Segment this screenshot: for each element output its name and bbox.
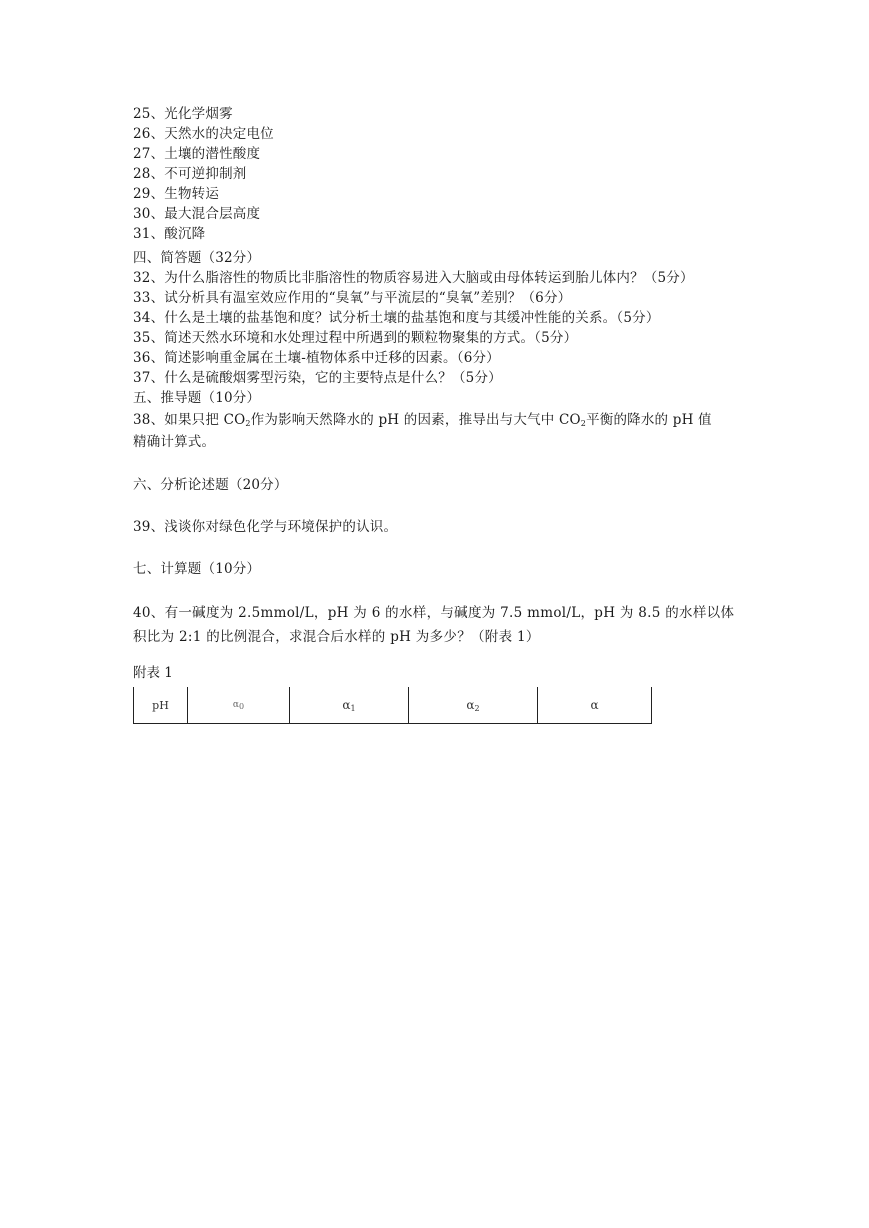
term-item: 26、天然水的决定电位 (133, 126, 274, 142)
header-alpha: α (538, 687, 652, 724)
section-heading: 五、推导题（10分） (133, 390, 261, 406)
term-list (133, 104, 753, 244)
question-39: 39、浅谈你对绿色化学与环境保护的认识。 (133, 519, 398, 535)
question-item: 33、试分析具有温室效应作用的“臭氧”与平流层的“臭氧”差别？（6分） (133, 290, 572, 306)
header-alpha0: α0 (188, 687, 290, 724)
term-item: 29、生物转运 (133, 186, 220, 202)
exam-page (133, 104, 753, 724)
header-alpha2: α2 (409, 687, 538, 724)
question-38: 38、如果只把 $CO_2$作为影响天然降水的 pH 的因素，推导出与大气中 $CO_2$平衡的降水的 pH 值 精确计算式。 (133, 412, 712, 450)
header-ph: pH (134, 687, 188, 724)
short-answer-section (133, 248, 753, 388)
attachment-caption: 附表 1 (133, 665, 173, 681)
term-item: 30、最大混合层高度 (133, 206, 261, 222)
section-heading: 四、简答题（32分） (133, 250, 261, 266)
term-item: 31、酸沉降 (133, 226, 206, 242)
term-item: 27、土壤的潜性酸度 (133, 146, 261, 162)
question-item: 37、什么是硫酸烟雾型污染，它的主要特点是什么？（5分） (133, 370, 502, 386)
question-item: 34、什么是土壤的盐基饱和度？试分析土壤的盐基饱和度与其缓冲性能的关系。（5分） (133, 310, 660, 326)
question-item: 32、为什么脂溶性的物质比非脂溶性的物质容易进入大脑或由母体转运到胎儿体内？（5分） (133, 270, 694, 286)
question-item: 36、简述影响重金属在土壤-植物体系中迁移的因素。（6分） (133, 350, 500, 366)
calculation-section (133, 559, 753, 649)
derivation-section (133, 388, 753, 453)
section-heading: 六、分析论述题（20分） (133, 477, 288, 493)
section-heading: 七、计算题（10分） (133, 561, 261, 577)
essay-section (133, 475, 753, 537)
term-item: 25、光化学烟雾 (133, 106, 233, 122)
term-item: 28、不可逆抑制剂 (133, 166, 247, 182)
header-alpha1: α1 (290, 687, 409, 724)
table-row (134, 687, 652, 724)
question-40: 40、有一碱度为 2.5mmol/L，pH 为 6 的水样，与碱度为 7.5 mmol/L，pH 为 8.5 的水样以体 积比为 2:1 的比例混合，求混合后水样的 pH 为多少？（附表 1） (133, 605, 735, 645)
attachment-table (133, 687, 652, 724)
question-item: 35、简述天然水环境和水处理过程中所遇到的颗粒物聚集的方式。（5分） (133, 330, 578, 346)
